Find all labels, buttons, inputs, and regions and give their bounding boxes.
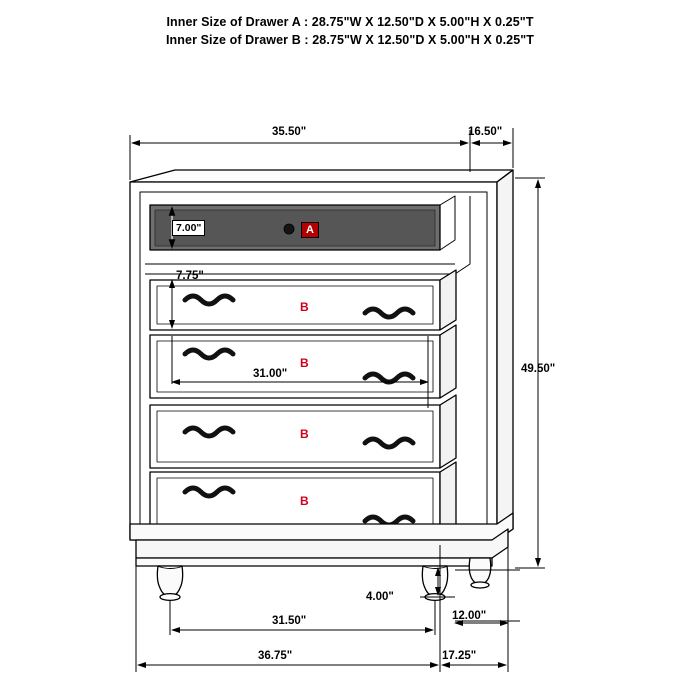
dim-total-height: 49.50" [521, 363, 556, 375]
label-drawer-b-1: B [300, 300, 309, 314]
dim-drawer-front-height: 7.75" [176, 270, 204, 282]
dim-base-depth: 12.00" [452, 610, 487, 622]
label-drawer-b-4: B [300, 494, 309, 508]
label-drawer-a: A [301, 222, 319, 238]
dim-overall-width: 36.75" [258, 650, 293, 662]
dim-base-width: 31.50" [272, 615, 307, 627]
dim-top-depth: 16.50" [468, 126, 503, 138]
label-drawer-b-2: B [300, 356, 309, 370]
dim-overall-depth: 17.25" [442, 650, 477, 662]
drawer-a-inner-size-note: Inner Size of Drawer A : 28.75"W X 12.50"D X 5.00"H X 0.25"T [166, 15, 534, 29]
drawer-b-inner-size-note: Inner Size of Drawer B : 28.75"W X 12.50"D X 5.00"H X 0.25"T [165, 33, 535, 47]
dim-drawer-inner-width: 31.00" [253, 368, 288, 380]
label-drawer-b-3: B [300, 427, 309, 441]
dim-top-width: 35.50" [272, 126, 307, 138]
dim-leg-height: 4.00" [366, 591, 394, 603]
dim-media-drawer-height: 7.00" [172, 220, 205, 236]
